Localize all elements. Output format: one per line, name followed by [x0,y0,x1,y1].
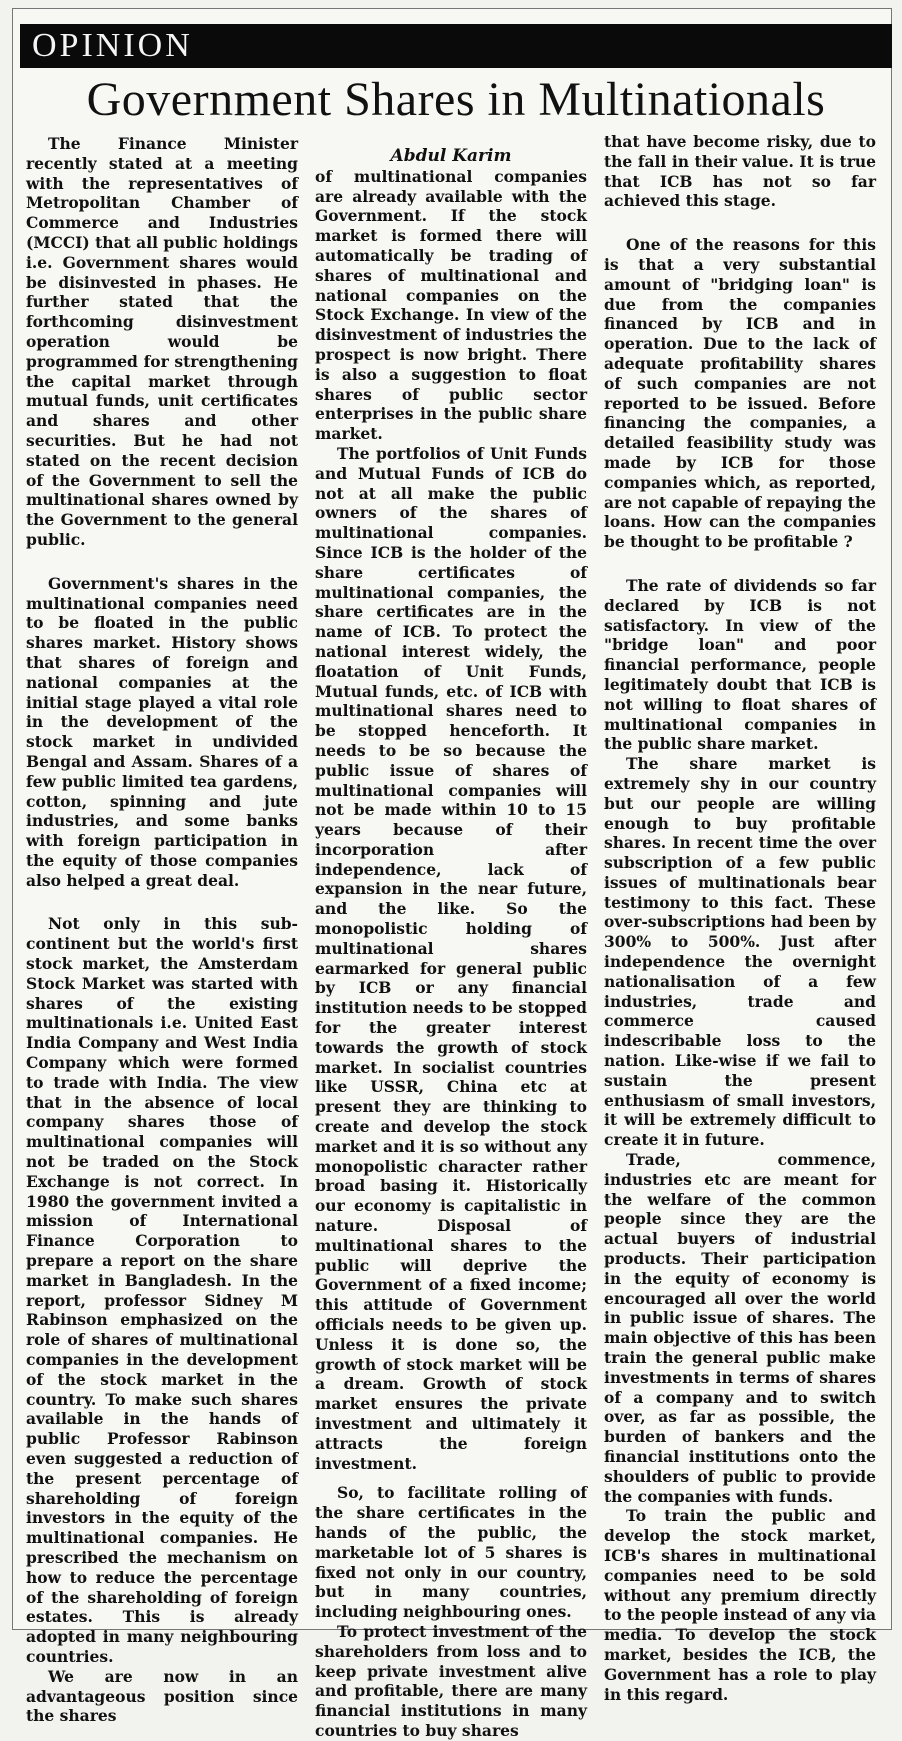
section-label: OPINION [20,24,892,68]
paragraph: One of the reasons for this is that a very substantial amount of "bridging loan" is due from the companies financed by ICB and in operation. Due to the lack of adequate profitability shares of such companies are not reported to be issued. Before financing the companies, a detailed feasibility study was made by ICB for those companies which, as reported, are not capable of repaying the loans. How can the companies be thought to be profitable ? [604,235,876,552]
paragraph: The portfolios of Unit Funds and Mutual Funds of ICB do not at all make the public owners of the shares of multinational companies. Since ICB is the holder of the share certificates of multinational companies, the share certificates are in the name of ICB. To protect the national interest widely, the floatation of Unit Funds, Mutual funds, etc. of ICB with multinational shares need to be stopped henceforth. It needs to be so because the public issue of shares of multinational companies will not be made within 10 to 15 years because of their incorporation after independence, lack of expansion in the near future, and the like. So the monopolistic holding of multinational shares earmarked for general public by ICB or any financial institution needs to be stopped for the greater interest towards the growth of stock market. In socialist countries like USSR, China etc at present they are thinking to create and develop the stock market and it is so without any monopolistic character rather broad basing it. Historically our economy is capitalistic in nature. Disposal of multinational shares to the public will deprive the Government of a fixed income; this attitude of Government officials needs to be given up. Unless it is done so, the growth of stock market will be a dream. Growth of stock market ensures the private investment and ultimately it attracts the foreign investment. [315,443,587,1473]
paragraph: To protect investment of the shareholders from loss and to keep private investment alive and profitable, there are many financial institutions in many countries to buy shares [315,1621,587,1740]
paragraph: Government's shares in the multinational companies need to be floated in the public shares market. History shows that shares of foreign and national companies at the initial stage played a vital role in the development of the stock market in undivided Bengal and Assam. Shares of a few public limited tea gardens, cotton, spinning and jute industries, and some banks with foreign participation in the equity of those companies also helped a great deal. [26,573,298,890]
paragraph: of multinational companies are already available with the Government. If the stock market is formed there will automatically be trading of shares of multinational and national companies on the Stock Exchange. In view of the disinvestment of industries the prospect is now bright. There is also a suggestion to float shares of public sector enterprises in the public share market. [315,166,587,444]
paragraph: The Finance Minister recently stated at a meeting with the representatives of Metropolitan Chamber of Commerce and Industries (MCCI) that all public holdings i.e. Government shares would be disinvested in phases. He further stated that the forthcoming disinvestment operation would be programmed for strengthening the capital market through mutual funds, unit certificates and shares and other securities. But he had not stated on the recent decision of the Government to sell the multinational shares owned by the Government to the general public. [26,134,298,549]
paragraph: To train the public and develop the stock market, ICB's shares in multinational companies need to be sold without any premium directly to the people instead of any via media. To develop the stock market, besides the ICB, the Government has a role to play in this regard. [604,1506,876,1704]
paragraph: Trade, commence, industries etc are meant for the welfare of the common people since they are the actual buyers of industrial products. Their participation in the equity of economy is encouraged all over the world in public issue of shares. The main objective of this has been train the general public make investments in terms of shares of a company and to switch over, as far as possible, the burden of bankers and the financial institutions onto the shoulders of public to provide the companies with funds. [604,1150,876,1506]
paragraph: The share market is extremely shy in our country but our people are willing enough to buy profitable shares. In recent time the over subscription of a few public issues of multinationals bear testimony to this fact. These over-subscriptions had been by 300% to 500%. Just after independence the overnight nationalisation of a few industries, trade and commerce caused indescribable loss to the nation. Like-wise if we fail to sustain the present enthusiasm of small investors, it will be extremely difficult to create it in future. [604,754,876,1150]
article-headline: Government Shares in Multinationals [86,73,826,126]
column-3 [604,132,876,1704]
byline: Abdul Karim [390,146,512,166]
paragraph: So, to facilitate rolling of the share certificates in the hands of the public, the marketable lot of 5 shares is fixed not only in our country, but in many countries, including neighbouring ones. [315,1483,587,1622]
paragraph: We are now in an advantageous position since the shares [26,1666,298,1726]
column-2 [315,147,587,1741]
paragraph: Not only in this sub-continent but the world's first stock market, the Amsterdam Stock Market was started with shares of the existing multinationals i.e. United East India Company and West India Company which were formed to trade with India. The view that in the absence of local company shares those of multinational companies will not be traded on the Stock Exchange is not correct. In 1980 the government invited a mission of International Finance Corporation to prepare a report on the share market in Bangladesh. In the report, professor Sidney M Rabinson emphasized on the role of shares of multinational companies in the development of the stock market in the country. To make such shares available in the hands of public Professor Rabinson even suggested a reduction of the present percentage of shareholding of foreign investors in the equity of the multinational companies. He prescribed the mechanism on how to reduce the percentage of the shareholding of foreign estates. This is already adopted in many neighbouring countries. [26,914,298,1666]
paragraph: The rate of dividends so far declared by ICB is not satisfactory. In view of the "bridge loan" and poor financial performance, people legitimately doubt that ICB is not willing to float shares of multinational companies in the public share market. [604,575,876,754]
paragraph: that have become risky, due to the fall in their value. It is true that ICB has not so far achieved this stage. [604,132,876,211]
column-1 [26,134,298,1726]
